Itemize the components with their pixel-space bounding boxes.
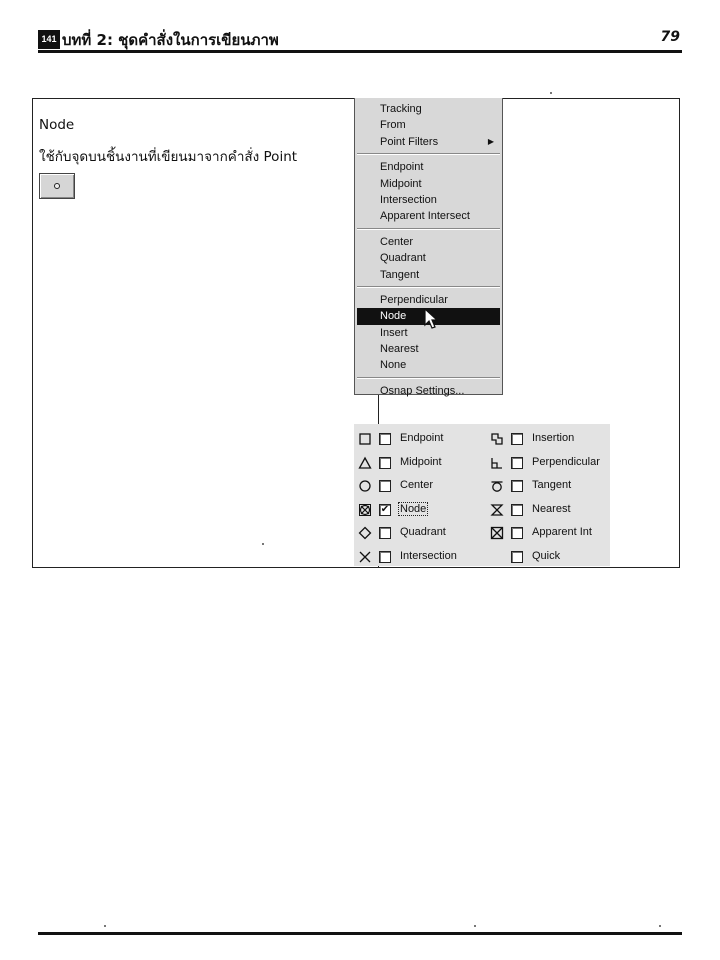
node-checkbox[interactable]: ✔: [380, 503, 390, 515]
menu-item-label: Apparent Intersect: [380, 210, 470, 223]
scan-speck: [262, 543, 264, 545]
menu-separator: [357, 153, 500, 155]
node-toolbar-button[interactable]: [39, 173, 75, 199]
menu-item-none[interactable]: [355, 357, 502, 373]
quick-checkbox[interactable]: [511, 551, 523, 563]
endpoint-checkbox[interactable]: [379, 433, 391, 445]
osnap-option-label: Insertion: [532, 432, 575, 444]
menu-item-label: Tracking: [380, 103, 422, 115]
submenu-arrow-icon: ▶: [487, 136, 494, 146]
osnap-option-quick: [486, 546, 610, 570]
osnap-context-menu: [354, 98, 503, 395]
node-point-icon: [54, 183, 60, 189]
description-column: [39, 117, 369, 199]
menu-item-point-filters[interactable]: [355, 134, 502, 150]
triangle-snap-icon: [358, 456, 372, 470]
menu-item-label: Midpoint: [380, 177, 422, 190]
osnap-option-quadrant: [354, 522, 482, 546]
menu-item-intersection[interactable]: [355, 192, 502, 208]
midpoint-checkbox[interactable]: [379, 457, 391, 469]
hourglass-snap-icon: [490, 503, 504, 517]
osnap-option-label: Apparent Int: [532, 526, 592, 539]
chapter-title: บทที่ 2: ชุดคำสั่งในการเขียนภาพ: [62, 31, 279, 49]
chapter-icon: 141: [38, 30, 60, 49]
osnap-option-label: Center: [400, 479, 434, 492]
node-snap-icon: [358, 503, 372, 517]
osnap-option-intersection: [354, 546, 482, 570]
x-snap-icon: [358, 550, 372, 564]
perpendicular-checkbox[interactable]: [511, 457, 523, 469]
menu-item-label: None: [380, 359, 407, 372]
menu-separator: [357, 377, 500, 379]
osnap-right-column: [486, 428, 610, 570]
menu-item-label: Intersection: [380, 193, 437, 206]
menu-item-label: Perpendicular: [380, 293, 448, 306]
menu-item-quadrant[interactable]: [355, 250, 502, 266]
insertion-checkbox[interactable]: [511, 433, 523, 445]
osnap-option-tangent: [486, 475, 610, 499]
menu-item-label: Tangent: [380, 268, 420, 281]
osnap-option-label: Intersection: [400, 549, 457, 562]
footer-rule: [38, 932, 682, 935]
menu-item-tracking[interactable]: [355, 101, 502, 117]
quadrant-checkbox[interactable]: [379, 527, 391, 539]
command-name: Node: [39, 117, 75, 133]
osnap-option-endpoint: [354, 428, 482, 452]
menu-item-apparent-intersect[interactable]: [355, 208, 502, 224]
menu-item-from[interactable]: [355, 117, 502, 133]
osnap-option-label: Midpoint: [400, 455, 442, 468]
page-header: [38, 28, 682, 50]
menu-item-label: Center: [380, 235, 414, 248]
header-rule: [38, 50, 682, 53]
menu-item-center[interactable]: [355, 234, 502, 250]
menu-item-label: Nearest: [380, 343, 419, 356]
boxed-x-snap-icon: [490, 526, 504, 540]
osnap-settings-panel: [354, 424, 610, 566]
menu-item-perpendicular[interactable]: [355, 292, 502, 308]
scan-speck: [474, 925, 476, 927]
menu-item-tangent[interactable]: [355, 267, 502, 283]
osnap-option-nearest: [486, 499, 610, 523]
osnap-option-label: Nearest: [532, 502, 571, 515]
menu-item-label: From: [380, 119, 406, 132]
scan-speck: [659, 925, 661, 927]
menu-item-label: Osnap Settings...: [380, 384, 465, 397]
menu-item-label: Insert: [380, 326, 408, 339]
osnap-option-midpoint: [354, 452, 482, 476]
osnap-option-label: Quick: [532, 549, 561, 562]
tangent-snap-icon: [490, 479, 504, 493]
menu-item-osnap-settings[interactable]: [355, 383, 502, 399]
osnap-option-insertion: [486, 428, 610, 452]
osnap-option-label: Endpoint: [400, 432, 444, 444]
osnap-option-perpendicular: [486, 452, 610, 476]
menu-item-endpoint[interactable]: [355, 159, 502, 175]
intersection-checkbox[interactable]: [379, 551, 391, 563]
circle-snap-icon: [358, 479, 372, 493]
scan-speck: [104, 925, 106, 927]
center-checkbox[interactable]: [379, 480, 391, 492]
menu-item-nearest[interactable]: [355, 341, 502, 357]
menu-item-label: Quadrant: [380, 252, 426, 265]
square-snap-icon: [358, 432, 372, 446]
menu-item-label: Node: [380, 310, 407, 323]
scan-speck: [550, 92, 552, 94]
page-number: 79: [660, 29, 680, 45]
osnap-left-column: [354, 428, 482, 570]
apparent-int-checkbox[interactable]: [511, 527, 523, 539]
command-description: ใช้กับจุดบนชิ้นงานที่เขียนมาจากคำสั่ง Point: [39, 149, 298, 165]
osnap-option-label: Tangent: [532, 479, 572, 492]
osnap-option-node: [354, 499, 482, 523]
insertion-snap-icon: [490, 432, 504, 446]
menu-item-midpoint[interactable]: [355, 176, 502, 192]
osnap-option-label: Quadrant: [400, 526, 446, 539]
osnap-option-label: Node: [400, 502, 427, 515]
nearest-checkbox[interactable]: [511, 504, 523, 516]
osnap-option-label: Perpendicular: [532, 455, 600, 468]
perpendicular-snap-icon: [490, 456, 504, 470]
mouse-pointer-icon: [424, 308, 440, 330]
osnap-option-apparent-int: [486, 522, 610, 546]
menu-item-label: Endpoint: [380, 161, 424, 174]
tangent-checkbox[interactable]: [511, 480, 523, 492]
menu-separator: [357, 286, 500, 288]
menu-separator: [357, 228, 500, 230]
diamond-snap-icon: [358, 526, 372, 540]
menu-item-label: Point Filters: [380, 135, 439, 148]
osnap-option-center: [354, 475, 482, 499]
